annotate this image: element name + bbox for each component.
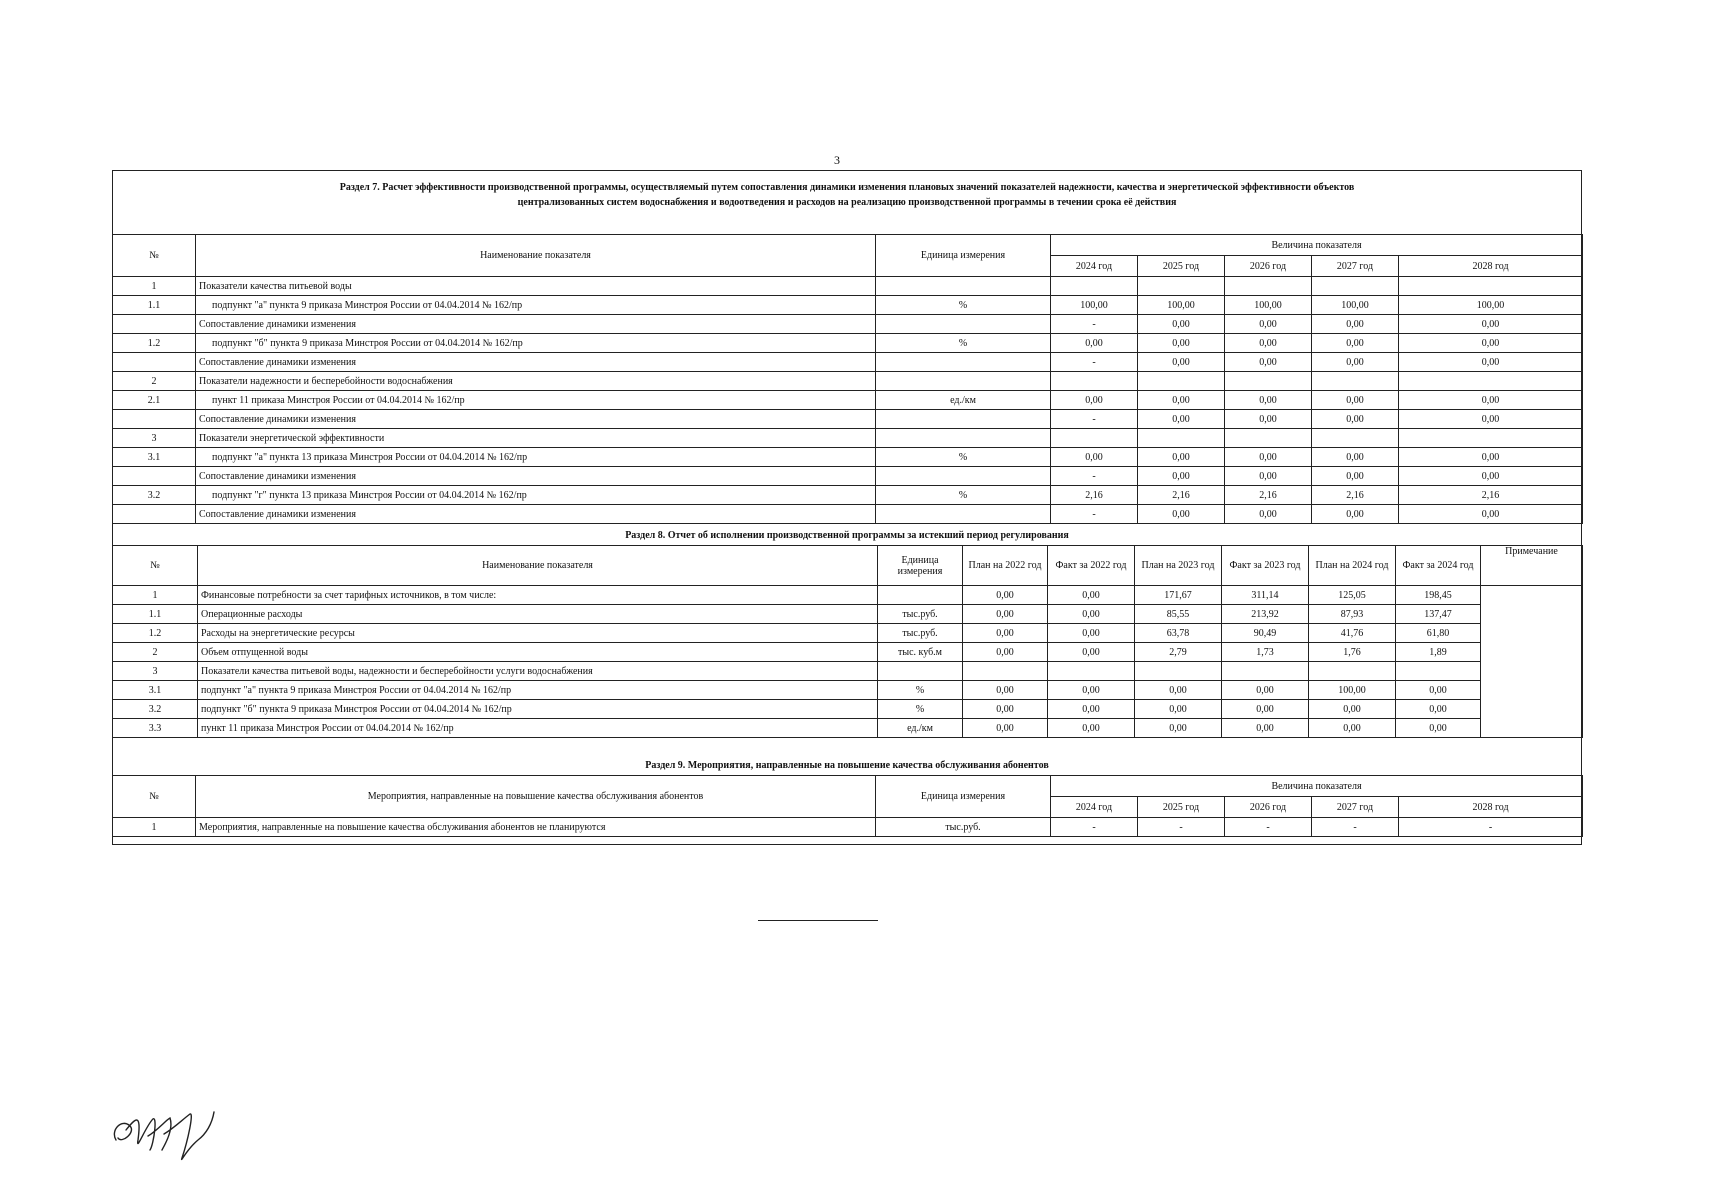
s7-row-unit	[876, 505, 1051, 524]
s7-row-value: 0,00	[1399, 315, 1583, 334]
s8-row-value: 0,00	[1309, 719, 1396, 738]
s7-row-value	[1225, 429, 1312, 448]
s8-row-value: 0,00	[1048, 700, 1135, 719]
s7-row-value	[1051, 372, 1138, 391]
s7-row-unit: %	[876, 448, 1051, 467]
s8-header-col: Факт за 2023 год	[1222, 546, 1309, 586]
s7-row-value: 0,00	[1051, 391, 1138, 410]
s9-header-year: 2026 год	[1225, 797, 1312, 818]
s8-row-value: 63,78	[1135, 624, 1222, 643]
section7-title-line2: централизованных систем водоснабжения и водоотведения и расходов на реализацию производственной программы в течении срока её действия	[517, 197, 1177, 208]
s8-row-value	[1135, 662, 1222, 681]
s7-row-value: -	[1051, 505, 1138, 524]
section9-title: Раздел 9. Мероприятия, направленные на повышение качества обслуживания абонентов	[645, 760, 1049, 771]
s8-header-col: План на 2023 год	[1135, 546, 1222, 586]
table-row	[113, 448, 1583, 467]
s7-row-value: 2,16	[1399, 486, 1583, 505]
s8-header-col: Единица измерения	[878, 546, 963, 586]
s9-header-year: 2024 год	[1051, 797, 1138, 818]
s7-row-unit: %	[876, 296, 1051, 315]
s7-row-name: подпункт "г" пункта 13 приказа Минстроя России от 04.04.2014 № 162/пр	[196, 486, 876, 505]
s7-row-value: 0,00	[1225, 410, 1312, 429]
table-row	[113, 277, 1583, 296]
s8-row-value: 87,93	[1309, 605, 1396, 624]
s9-row-value: -	[1138, 818, 1225, 837]
s8-row-value: 0,00	[1048, 681, 1135, 700]
s7-row-num: 2	[113, 372, 196, 391]
s8-row-value: 0,00	[1222, 719, 1309, 738]
s7-row-name: Показатели надежности и бесперебойности водоснабжения	[196, 372, 876, 391]
s7-row-value: 100,00	[1138, 296, 1225, 315]
s8-row-value: 125,05	[1309, 586, 1396, 605]
s8-row-value: 311,14	[1222, 586, 1309, 605]
s7-row-value: 2,16	[1312, 486, 1399, 505]
s8-row-value: 0,00	[1396, 700, 1481, 719]
s7-row-value: 0,00	[1138, 391, 1225, 410]
s8-row-value: 0,00	[1048, 624, 1135, 643]
s8-row-value: 0,00	[1048, 605, 1135, 624]
s8-row-name: подпункт "а" пункта 9 приказа Минстроя России от 04.04.2014 № 162/пр	[198, 681, 878, 700]
s8-row-value: 137,47	[1396, 605, 1481, 624]
s7-row-value	[1399, 429, 1583, 448]
section7-title-line1: Раздел 7. Расчет эффективности производственной программы, осуществляемый путем сопоставления динамики изменения плановых значений показателей надежности, качества и энергетической эффективности объектов	[339, 182, 1355, 193]
s8-row-value: 0,00	[1396, 719, 1481, 738]
s8-row-name: Финансовые потребности за счет тарифных источников, в том числе:	[198, 586, 878, 605]
s9-row-value: -	[1312, 818, 1399, 837]
s7-row-value: 0,00	[1225, 391, 1312, 410]
s8-row-value	[878, 586, 963, 605]
s8-row-value: 171,67	[1135, 586, 1222, 605]
table-row	[113, 315, 1583, 334]
table-row	[113, 586, 1583, 605]
s7-row-name: Сопоставление динамики изменения	[196, 353, 876, 372]
s8-row-value: 1,76	[1309, 643, 1396, 662]
s8-row-value: 0,00	[963, 719, 1048, 738]
s7-row-value	[1138, 277, 1225, 296]
s8-row-value: 198,45	[1396, 586, 1481, 605]
s7-row-value: 0,00	[1312, 315, 1399, 334]
table-row	[113, 391, 1583, 410]
table-row	[113, 334, 1583, 353]
s7-row-name: Показатели энергетической эффективности	[196, 429, 876, 448]
s7-header-value: Величина показателя	[1051, 235, 1583, 256]
section7-table	[112, 234, 1583, 524]
s8-row-value: 0,00	[1048, 643, 1135, 662]
s8-header-col: Факт за 2022 год	[1048, 546, 1135, 586]
s8-row-num: 1	[113, 586, 198, 605]
s7-row-value: 0,00	[1225, 334, 1312, 353]
s7-row-name: Сопоставление динамики изменения	[196, 505, 876, 524]
s7-row-value: 0,00	[1399, 353, 1583, 372]
s8-row-value: 0,00	[963, 700, 1048, 719]
s8-row-value: 61,80	[1396, 624, 1481, 643]
s8-row-name: Показатели качества питьевой воды, надежности и бесперебойности услуги водоснабжения	[198, 662, 878, 681]
s9-row-name: Мероприятия, направленные на повышение качества обслуживания абонентов не планируются	[196, 818, 876, 837]
s9-header-year: 2025 год	[1138, 797, 1225, 818]
s8-row-value: 0,00	[1135, 700, 1222, 719]
s8-row-value	[1396, 662, 1481, 681]
s7-row-num: 1.1	[113, 296, 196, 315]
s8-header-col: План на 2024 год	[1309, 546, 1396, 586]
s7-row-name: пункт 11 приказа Минстроя России от 04.04.2014 № 162/пр	[196, 391, 876, 410]
closing-rule	[758, 920, 878, 921]
s7-row-num: 1	[113, 277, 196, 296]
s8-row-value: 0,00	[1309, 700, 1396, 719]
s7-row-value: -	[1051, 467, 1138, 486]
s8-row-value	[963, 662, 1048, 681]
s7-row-value: 2,16	[1138, 486, 1225, 505]
s7-header-year: 2026 год	[1225, 256, 1312, 277]
s7-row-name: подпункт "а" пункта 13 приказа Минстроя России от 04.04.2014 № 162/пр	[196, 448, 876, 467]
s7-row-num	[113, 467, 196, 486]
s7-row-unit: %	[876, 486, 1051, 505]
s7-row-value: 2,16	[1225, 486, 1312, 505]
s8-row-value: 0,00	[1048, 586, 1135, 605]
s8-row-name: пункт 11 приказа Минстроя России от 04.04.2014 № 162/пр	[198, 719, 878, 738]
s7-row-unit	[876, 467, 1051, 486]
s7-row-value	[1312, 277, 1399, 296]
s8-header-num: №	[113, 546, 198, 586]
table-row	[113, 353, 1583, 372]
s7-row-num: 2.1	[113, 391, 196, 410]
s7-row-unit: ед./км	[876, 391, 1051, 410]
table-row	[113, 486, 1583, 505]
s9-row-value: -	[1225, 818, 1312, 837]
table-row	[113, 429, 1583, 448]
s7-row-value: 0,00	[1399, 334, 1583, 353]
s7-row-name: Сопоставление динамики изменения	[196, 410, 876, 429]
s7-row-value	[1138, 372, 1225, 391]
s8-row-value: 0,00	[1048, 719, 1135, 738]
s7-header-name: Наименование показателя	[196, 235, 876, 277]
s7-row-value: 100,00	[1399, 296, 1583, 315]
s8-row-name: Объем отпущенной воды	[198, 643, 878, 662]
s7-row-unit	[876, 315, 1051, 334]
s8-row-value: 0,00	[1396, 681, 1481, 700]
section8-table	[112, 545, 1583, 738]
s7-row-value: 100,00	[1051, 296, 1138, 315]
s9-header-unit: Единица измерения	[876, 776, 1051, 818]
s7-row-value: -	[1051, 410, 1138, 429]
s8-note-cell	[1481, 586, 1583, 738]
s7-row-value: 0,00	[1225, 448, 1312, 467]
table-row	[113, 643, 1583, 662]
s7-row-value: 0,00	[1051, 448, 1138, 467]
s7-row-unit: %	[876, 334, 1051, 353]
s7-row-value: 0,00	[1225, 315, 1312, 334]
s7-row-value: 0,00	[1399, 448, 1583, 467]
s8-row-value: 0,00	[1222, 700, 1309, 719]
page-number: 3	[834, 153, 840, 167]
s8-row-num: 1.1	[113, 605, 198, 624]
s8-row-value	[1222, 662, 1309, 681]
table-row	[113, 410, 1583, 429]
s8-row-value: 0,00	[963, 681, 1048, 700]
s7-row-num	[113, 315, 196, 334]
s7-row-value	[1051, 429, 1138, 448]
s7-row-value: 100,00	[1225, 296, 1312, 315]
s8-row-value: 2,79	[1135, 643, 1222, 662]
s7-row-value	[1312, 372, 1399, 391]
s8-row-value: ед./км	[878, 719, 963, 738]
s9-row-value: -	[1051, 818, 1138, 837]
table-row	[113, 719, 1583, 738]
s7-row-unit	[876, 410, 1051, 429]
s7-row-value: 0,00	[1138, 505, 1225, 524]
s7-row-value: 0,00	[1138, 334, 1225, 353]
s8-row-value: 0,00	[963, 643, 1048, 662]
s7-row-num: 3.2	[113, 486, 196, 505]
table-row	[113, 605, 1583, 624]
section9-table	[112, 775, 1583, 837]
s8-row-value: 0,00	[963, 605, 1048, 624]
s8-row-value: тыс.руб.	[878, 624, 963, 643]
s8-row-value: 0,00	[1135, 719, 1222, 738]
s7-row-value: 0,00	[1225, 467, 1312, 486]
s7-row-value: 0,00	[1138, 353, 1225, 372]
table-row	[113, 505, 1583, 524]
table-row	[113, 296, 1583, 315]
s8-row-value	[878, 662, 963, 681]
s7-row-name: Сопоставление динамики изменения	[196, 467, 876, 486]
s7-row-unit	[876, 277, 1051, 296]
s9-header-year: 2028 год	[1399, 797, 1583, 818]
s7-row-num	[113, 410, 196, 429]
table-row	[113, 818, 1583, 837]
s7-row-name: подпункт "а" пункта 9 приказа Минстроя России от 04.04.2014 № 162/пр	[196, 296, 876, 315]
s7-row-name: Сопоставление динамики изменения	[196, 315, 876, 334]
s8-header-note: Примечание	[1481, 546, 1583, 586]
section7-title	[112, 180, 1582, 210]
s7-row-num: 3	[113, 429, 196, 448]
s8-row-num: 1.2	[113, 624, 198, 643]
s7-row-value: 0,00	[1312, 353, 1399, 372]
table-row	[113, 372, 1583, 391]
s7-row-value	[1399, 372, 1583, 391]
s8-row-value: 0,00	[963, 586, 1048, 605]
s7-row-value: 2,16	[1051, 486, 1138, 505]
s8-row-value: 0,00	[1135, 681, 1222, 700]
s8-row-value: 213,92	[1222, 605, 1309, 624]
s7-row-value: 0,00	[1399, 391, 1583, 410]
s7-row-num	[113, 505, 196, 524]
s7-row-value: 0,00	[1312, 334, 1399, 353]
s8-row-value	[1309, 662, 1396, 681]
s7-row-name: подпункт "б" пункта 9 приказа Минстроя России от 04.04.2014 № 162/пр	[196, 334, 876, 353]
s7-row-num: 3.1	[113, 448, 196, 467]
s8-row-num: 3.2	[113, 700, 198, 719]
s7-row-value: 0,00	[1138, 315, 1225, 334]
s8-row-value: тыс. куб.м	[878, 643, 963, 662]
s7-row-value	[1399, 277, 1583, 296]
s8-header-col: Факт за 2024 год	[1396, 546, 1481, 586]
table-row	[113, 700, 1583, 719]
s7-row-value: 0,00	[1312, 467, 1399, 486]
s7-row-value: 0,00	[1312, 505, 1399, 524]
s9-row-value: -	[1399, 818, 1583, 837]
s7-row-unit	[876, 353, 1051, 372]
table-row	[113, 467, 1583, 486]
s9-row-num: 1	[113, 818, 196, 837]
s8-row-num: 3.3	[113, 719, 198, 738]
s7-header-year: 2024 год	[1051, 256, 1138, 277]
s7-row-value: 0,00	[1225, 505, 1312, 524]
s7-row-value: 0,00	[1138, 410, 1225, 429]
s7-row-value: -	[1051, 353, 1138, 372]
s7-row-value: 0,00	[1399, 410, 1583, 429]
s7-row-value: 0,00	[1399, 505, 1583, 524]
s7-row-value	[1138, 429, 1225, 448]
s7-row-value: 0,00	[1138, 448, 1225, 467]
s7-row-value: 0,00	[1312, 391, 1399, 410]
s8-row-value: 1,73	[1222, 643, 1309, 662]
s8-row-value: 0,00	[963, 624, 1048, 643]
s7-row-value: -	[1051, 315, 1138, 334]
s7-row-value: 100,00	[1312, 296, 1399, 315]
s7-row-unit	[876, 429, 1051, 448]
s7-row-name: Показатели качества питьевой воды	[196, 277, 876, 296]
s8-row-value	[1048, 662, 1135, 681]
s7-row-num	[113, 353, 196, 372]
s8-row-name: Расходы на энергетические ресурсы	[198, 624, 878, 643]
s8-row-num: 3	[113, 662, 198, 681]
s8-header-name: Наименование показателя	[198, 546, 878, 586]
s8-row-num: 2	[113, 643, 198, 662]
s7-row-value: 0,00	[1138, 467, 1225, 486]
s8-row-value: 85,55	[1135, 605, 1222, 624]
s9-row-unit: тыс.руб.	[876, 818, 1051, 837]
section8-title: Раздел 8. Отчет об исполнении производственной программы за истекший период регулирования	[625, 530, 1069, 541]
s7-row-value	[1225, 277, 1312, 296]
s9-header-year: 2027 год	[1312, 797, 1399, 818]
handwritten-signature	[108, 1100, 218, 1172]
s8-row-value: 1,89	[1396, 643, 1481, 662]
s7-row-num: 1.2	[113, 334, 196, 353]
s8-row-value: 41,76	[1309, 624, 1396, 643]
s7-header-unit: Единица измерения	[876, 235, 1051, 277]
s8-row-value: %	[878, 700, 963, 719]
s7-header-year: 2025 год	[1138, 256, 1225, 277]
s8-row-value: 100,00	[1309, 681, 1396, 700]
s9-header-name: Мероприятия, направленные на повышение качества обслуживания абонентов	[196, 776, 876, 818]
s8-row-value: %	[878, 681, 963, 700]
table-row	[113, 624, 1583, 643]
s8-row-name: подпункт "б" пункта 9 приказа Минстроя России от 04.04.2014 № 162/пр	[198, 700, 878, 719]
s8-row-value: 0,00	[1222, 681, 1309, 700]
s7-row-value	[1051, 277, 1138, 296]
table-row	[113, 681, 1583, 700]
s7-row-value: 0,00	[1312, 448, 1399, 467]
table-row	[113, 662, 1583, 681]
s7-header-year: 2028 год	[1399, 256, 1583, 277]
s7-row-value	[1312, 429, 1399, 448]
s7-row-value: 0,00	[1312, 410, 1399, 429]
s8-row-num: 3.1	[113, 681, 198, 700]
s7-row-value	[1225, 372, 1312, 391]
s9-header-value: Величина показателя	[1051, 776, 1583, 797]
s8-row-name: Операционные расходы	[198, 605, 878, 624]
s8-row-value: 90,49	[1222, 624, 1309, 643]
s7-header-num: №	[113, 235, 196, 277]
s8-header-col: План на 2022 год	[963, 546, 1048, 586]
s9-header-num: №	[113, 776, 196, 818]
s7-header-year: 2027 год	[1312, 256, 1399, 277]
s7-row-value: 0,00	[1399, 467, 1583, 486]
s8-row-value: тыс.руб.	[878, 605, 963, 624]
s7-row-value: 0,00	[1051, 334, 1138, 353]
s7-row-unit	[876, 372, 1051, 391]
s7-row-value: 0,00	[1225, 353, 1312, 372]
